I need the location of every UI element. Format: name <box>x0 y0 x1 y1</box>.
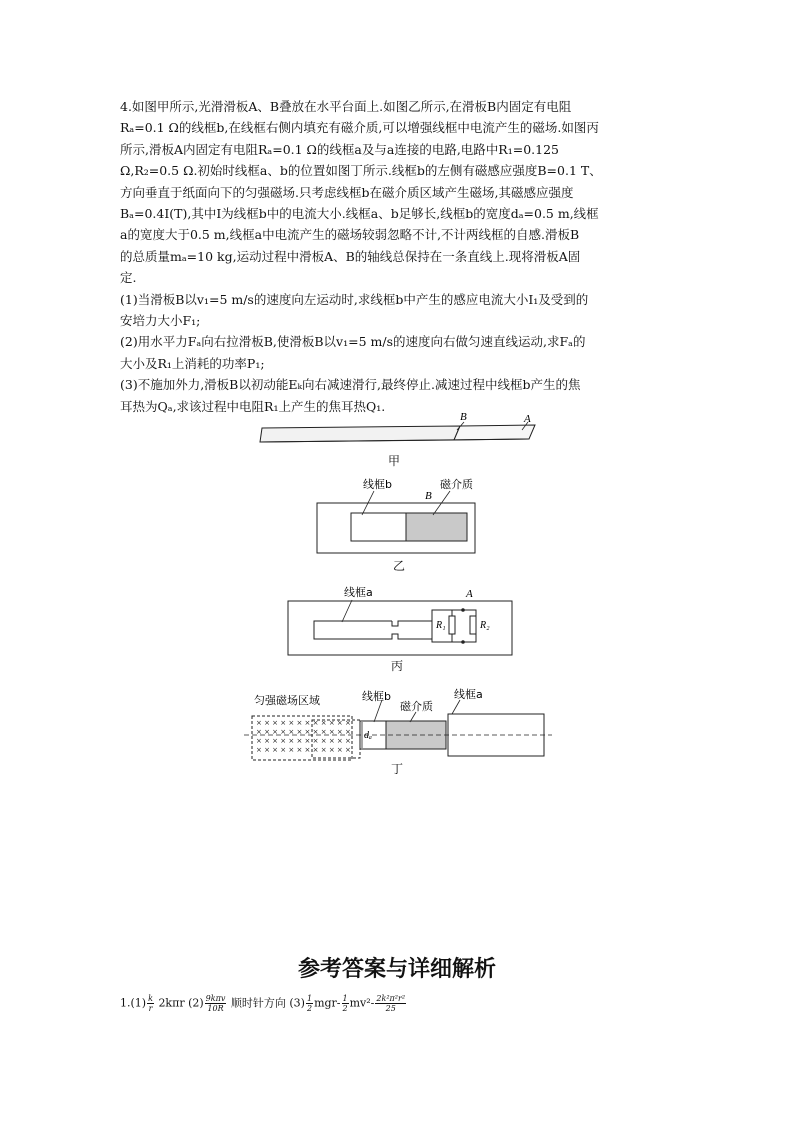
caption-ding: 丁 <box>391 762 404 776</box>
caption-yi: 乙 <box>393 559 406 573</box>
problem-line: a的宽度大于0.5 m,线框a中电流产生的磁场较弱忽略不计,不计两线框的自感.滑板B <box>120 227 580 243</box>
caption-jia: 甲 <box>388 454 401 468</box>
field-crosses <box>256 719 351 754</box>
fraction <box>147 994 154 1013</box>
magnetic-medium <box>406 513 467 541</box>
answer-part: mv²- <box>349 996 375 1010</box>
problem-line: (3)不施加外力,滑板B以初动能Eₖ向右减速滑行,最终停止.减速过程中线框b产生的焦 <box>120 377 581 393</box>
label-frame-b: 线框b <box>363 478 392 491</box>
fraction <box>342 994 349 1013</box>
label-a: A <box>466 588 473 600</box>
label-medium: 磁介质 <box>440 478 473 491</box>
fraction-denominator: 2 <box>306 1004 313 1013</box>
answer-part: mgr- <box>314 996 341 1010</box>
problem-line: Bₐ=0.4I(T),其中I为线框b中的电流大小.线框a、b足够长,线框b的宽度dₐ=0.5 m,线框 <box>120 206 599 222</box>
fraction-numerator: 1 <box>342 994 348 1003</box>
frame-b-leader <box>374 700 382 722</box>
answer-line <box>120 994 407 1013</box>
fraction-denominator: r <box>148 1004 153 1013</box>
figure-bing <box>280 582 520 662</box>
node-dot <box>461 640 465 644</box>
resistor-r2 <box>470 616 476 634</box>
label-width: dₐ <box>364 730 372 741</box>
fraction-numerator: 1 <box>306 994 313 1003</box>
label-frame-b: 线框b <box>362 690 391 703</box>
fraction-denominator: 25 <box>385 1004 396 1013</box>
fraction <box>306 994 313 1013</box>
problem-line: 大小及R₁上消耗的功率P₁; <box>120 355 265 371</box>
fraction-denominator: 2 <box>342 1004 348 1013</box>
label-field: 匀强磁场区域 <box>254 694 320 707</box>
board-a <box>454 425 535 440</box>
label-r2: R₂ <box>480 620 490 631</box>
answer-title: 参考答案与详细解析 <box>297 957 496 982</box>
svg-text:× × × × × × × × × × × ×: × × × × × × × × × × × × <box>256 737 351 745</box>
fraction-numerator: 2k²π²r² <box>376 994 406 1003</box>
label-r1: R₁ <box>436 620 446 631</box>
fraction <box>375 994 406 1013</box>
problem-line: (2)用水平力Fₐ向右拉滑板B,使滑板B以v₁=5 m/s的速度向右做匀速直线运动,求Fₐ的 <box>120 334 586 350</box>
frame-a-leader <box>452 700 460 714</box>
label-b: B <box>425 490 432 502</box>
problem-line: 安培力大小F₁; <box>120 313 201 329</box>
board-b <box>260 426 460 442</box>
node-dot <box>461 608 465 612</box>
label-medium: 磁介质 <box>400 700 433 713</box>
problem-line: Rₐ=0.1 Ω的线框b,在线框右侧内填充有磁介质,可以增强线框中电流产生的磁场.如图丙 <box>120 120 599 136</box>
fraction <box>205 994 227 1013</box>
caption-bing: 丙 <box>391 659 404 673</box>
problem-line: 所示,滑板A内固定有电阻Rₐ=0.1 Ω的线框a及与a连接的电路,电路中R₁=0.125 <box>120 141 559 157</box>
problem-text <box>120 96 680 417</box>
label-a: A <box>524 413 531 425</box>
problem-line: 定. <box>120 270 137 286</box>
problem-line: 耳热为Qₐ,求该过程中电阻R₁上产生的焦耳热Q₁. <box>120 398 386 414</box>
svg-text:× × × × × × × × × × × ×: × × × × × × × × × × × × <box>256 746 351 754</box>
label-frame-a: 线框a <box>344 586 373 599</box>
svg-text:× × × × × × × × × × × ×: × × × × × × × × × × × × <box>256 719 351 727</box>
problem-line: 4.如图甲所示,光滑滑板A、B叠放在水平台面上.如图乙所示,在滑板B内固定有电阻 <box>120 99 572 114</box>
fraction-numerator: 9kπv <box>205 994 226 1003</box>
figure-yi <box>300 472 500 562</box>
label-b: B <box>460 411 467 423</box>
resistor-r1 <box>449 616 455 634</box>
answer-part: 1.(1) <box>120 996 147 1010</box>
problem-line: 方向垂直于纸面向下的匀强磁场.只考虑线框b在磁介质区域产生磁场,其磁感应强度 <box>120 184 574 200</box>
fraction-denominator: 10R <box>207 1004 224 1013</box>
problem-line: 的总质量mₐ=10 kg,运动过程中滑板A、B的轴线总保持在一条直线上.现将滑板A固 <box>120 248 581 264</box>
problem-line: Ω,R₂=0.5 Ω.初始时线框a、b的位置如图丁所示.线框b的左侧有磁感应强度B=0.1 T、 <box>120 163 602 179</box>
fraction-numerator: k <box>148 994 153 1003</box>
answer-part: 顺时针方向 (3) <box>230 996 305 1010</box>
svg-text:× × × × × × × × × × × ×: × × × × × × × × × × × × <box>256 728 351 736</box>
label-frame-a: 线框a <box>454 688 483 701</box>
answer-part: 2kπr (2) <box>158 996 204 1010</box>
problem-line: (1)当滑板B以v₁=5 m/s的速度向左运动时,求线框b中产生的感应电流大小I₁及受到的 <box>120 291 589 307</box>
